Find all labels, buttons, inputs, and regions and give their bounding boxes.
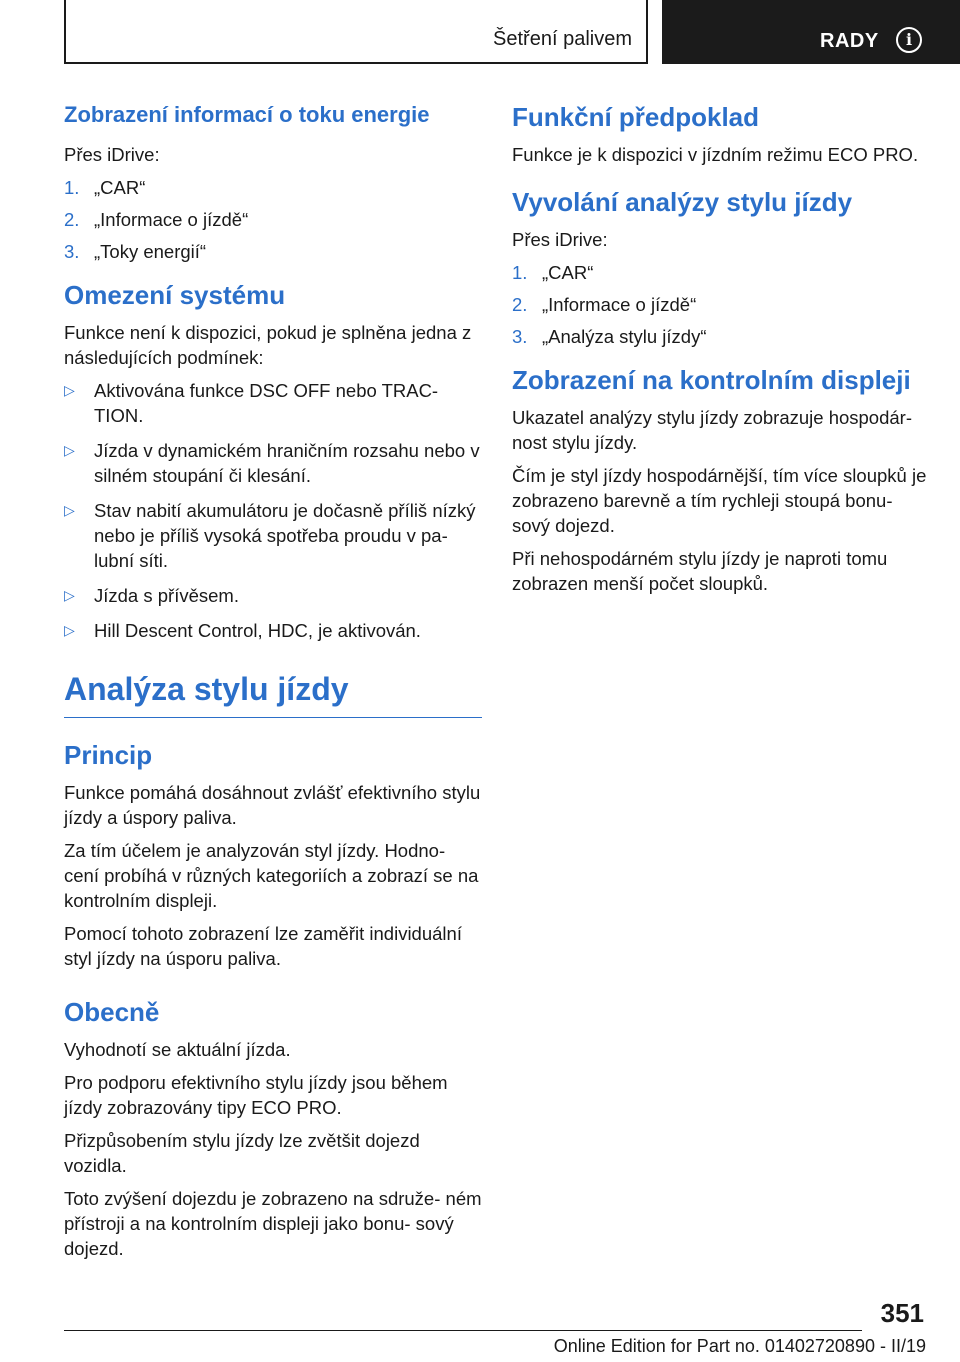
system-limits-intro: Funkce není k dispozici, pokud je splněna jedna z následujících podmínek: [64,322,472,368]
principle-paragraph: Pomocí tohoto zobrazení lze zaměřit individuální styl jízdy na úsporu paliva. [64,923,462,969]
list-item: ▷ Jízda v dynamickém hraničním rozsahu nebo v silném stoupání či klesání. [64,440,480,486]
bullet-triangle-icon: ▷ [64,383,75,399]
header-chapter-tab [662,0,960,64]
display-paragraph: Čím je styl jízdy hospodárnější, tím více sloupků je zobrazeno barevně a tím rychleji stoupá bonu‐ sový dojezd. [512,465,927,536]
display-heading: Zobrazení na kontrolním displeji [512,365,911,395]
list-item: ▷ Jízda s přívěsem. [64,583,482,608]
list-item: ▷ Aktivována funkce DSC OFF nebo TRAC‐ TION. [64,380,439,426]
general-paragraph: Vyhodnotí se aktuální jízda. [64,1039,291,1060]
principle-heading: Princip [64,740,153,770]
general-paragraph: Pro podporu efektivního stylu jízdy jsou během jízdy zobrazovány tipy ECO PRO. [64,1072,448,1118]
system-limits-heading: Omezení systému [64,280,286,310]
energy-flow-steps [64,175,482,264]
principle-paragraph: Za tím účelem je analyzován styl jízdy. Hodno‐ cení probíhá v různých kategoriích a zobrazí se na kontrolním displeji. [64,840,479,911]
list-item: 3. „Analýza stylu jízdy“ [512,326,707,347]
prerequisite-text: Funkce je k dispozici v jízdním režimu ECO PRO. [512,144,919,165]
page-number: 351 [880,1298,924,1328]
energy-flow-intro: Přes iDrive: [64,144,160,165]
energy-flow-heading: Zobrazení informací o toku energie [64,102,430,127]
header-section-tab [64,0,648,64]
footer-edition: Online Edition for Part no. 01402720890 - II/19 [553,1336,926,1356]
info-icon: i [896,27,922,53]
call-analysis-heading: Vyvolání analýzy stylu jízdy [512,187,853,217]
list-item: 3. „Toky energií“ [64,241,207,262]
display-paragraph: Ukazatel analýzy stylu jízdy zobrazuje hospodár‐ nost stylu jízdy. [512,407,912,453]
bullet-triangle-icon: ▷ [64,588,75,604]
call-analysis-steps [512,260,932,349]
prerequisite-heading: Funkční předpoklad [512,102,760,132]
bullet-triangle-icon: ▷ [64,443,75,459]
principle-paragraph: Funkce pomáhá dosáhnout zvlášť efektivního stylu jízdy a úspory paliva. [64,782,481,828]
call-analysis-intro: Přes iDrive: [512,229,608,250]
header-chapter-title: RADY [820,30,879,52]
general-heading: Obecně [64,997,160,1027]
list-item: ▷ Stav nabití akumulátoru je dočasně příliš nízký nebo je příliš vysoká spotřeba proudu v pa‐ lubní síti. [64,500,476,571]
list-item: ▷ Hill Descent Control, HDC, je aktivován. [64,618,482,643]
display-paragraph: Při nehospodárném stylu jízdy je naproti tomu zobrazen menší počet sloupků. [512,548,888,594]
header-section-title: Šetření palivem [493,28,632,50]
right-column [512,100,932,604]
list-item: 2. „Informace o jízdě“ [64,209,249,230]
bullet-triangle-icon: ▷ [64,503,75,519]
general-paragraph: Přizpůsobením stylu jízdy lze zvětšit dojezd vozidla. [64,1130,420,1176]
general-paragraph: Toto zvýšení dojezdu je zobrazeno na sdruže‐ ném přístroji a na kontrolním displeji jako bonu‐ sový dojezd. [64,1188,482,1259]
left-column [64,100,482,1269]
bullet-triangle-icon: ▷ [64,623,75,639]
chapter-title: Analýza stylu jízdy [64,669,482,718]
system-limits-list [64,378,482,643]
list-item: 1. „CAR“ [64,177,146,198]
footer-divider [64,1330,862,1331]
list-item: 1. „CAR“ [512,262,594,283]
list-item: 2. „Informace o jízdě“ [512,294,697,315]
